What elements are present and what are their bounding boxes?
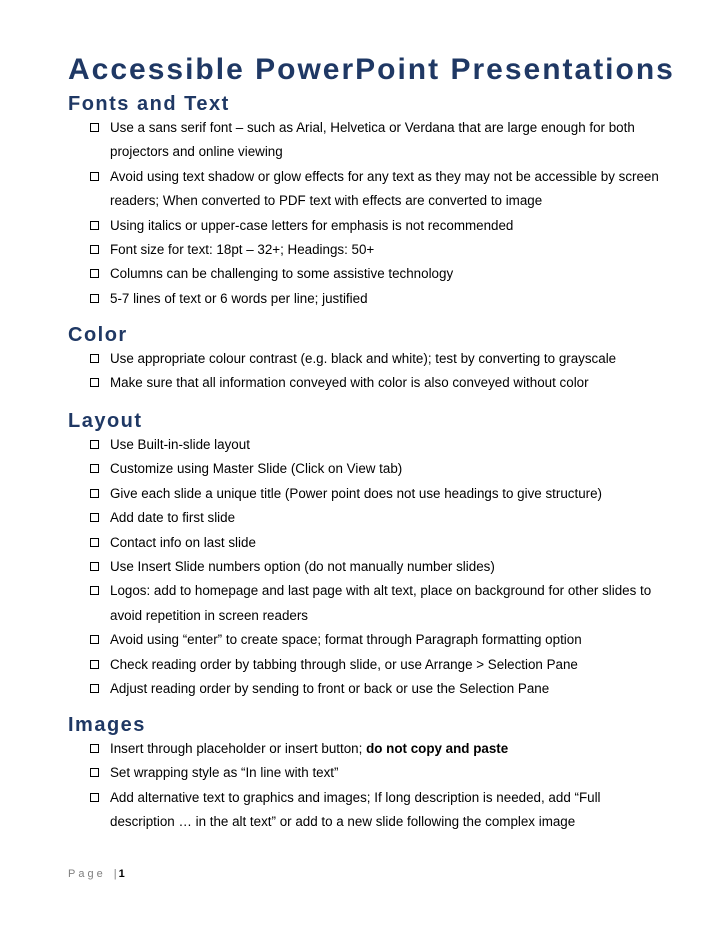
checklist-item-text: Using italics or upper-case letters for emphasis is not recommended [110,217,514,233]
checkbox-icon [90,538,99,547]
checklist-item-text: Contact info on last slide [110,534,256,550]
checkbox-icon [90,245,99,254]
checklist-item-text: Font size for text: 18pt – 32+; Headings: 50+ [110,242,375,258]
section-images [0,713,720,835]
page-number: 1 [118,868,125,880]
section-color [0,323,720,396]
section-layout [0,409,720,701]
checklist-item-text: Use a sans serif font – such as Arial, Helvetica or Verdana that are large enough for both projectors and online viewing [110,120,635,160]
checkbox-icon [90,684,99,693]
emphasis-text: do not copy and paste [366,741,509,756]
checklist-item-text: Logos: add to homepage and last page with alt text, place on background for other slides to avoid repetition in screen readers [110,583,652,623]
checklist-item [0,531,720,555]
checklist-item-text: Add alternative text to graphics and images; If long description is needed, add “Full description … in the alt text” or add to a new slide following the complex image [110,789,601,830]
checklist [0,737,720,835]
checklist-item-text: Columns can be challenging to some assistive technology [110,266,454,282]
checklist-item [0,482,720,506]
checklist-item-text: Give each slide a unique title (Power point does not use headings to give structure) [110,485,603,501]
checklist-item-text: Insert through placeholder or insert button; [110,741,367,756]
checklist-item [0,737,720,761]
checklist-item-text: Customize using Master Slide (Click on View tab) [110,461,403,477]
checkbox-icon [90,793,99,802]
section-heading: Color [68,324,128,346]
checklist-item-text: Use Insert Slide numbers option (do not manually number slides) [110,559,495,575]
checkbox-icon [90,378,99,387]
checkbox-icon [90,294,99,303]
checklist-item [0,347,720,371]
checklist-item [0,287,720,311]
page-footer [68,868,125,880]
checklist [0,433,720,701]
checklist [0,347,720,396]
checklist-item-text: Use appropriate colour contrast (e.g. black and white); test by converting to grayscale [110,351,617,366]
section-fonts-and-text [0,92,720,311]
checklist-item [0,165,720,214]
checklist-item-text: Use Built-in-slide layout [110,437,250,452]
checkbox-icon [90,123,99,132]
checklist-item [0,116,720,165]
checkbox-icon [90,172,99,181]
checkbox-icon [90,221,99,230]
checkbox-icon [90,562,99,571]
checklist-item [0,555,720,579]
checklist-item [0,579,720,628]
checkbox-icon [90,586,99,595]
checklist-item [0,677,720,701]
checklist-item-text: Make sure that all information conveyed with color is also conveyed without color [110,375,589,391]
checklist-item-text: 5-7 lines of text or 6 words per line; justified [110,290,368,306]
checkbox-icon [90,440,99,449]
checkbox-icon [90,489,99,498]
checklist-item-text: Check reading order by tabbing through slide, or use Arrange > Selection Pane [110,656,578,672]
checklist-item-text: Set wrapping style as “In line with text” [110,765,339,781]
document-title: Accessible PowerPoint Presentations [68,53,675,86]
checklist-item [0,371,720,395]
checkbox-icon [90,269,99,278]
checklist-item [0,506,720,530]
checkbox-icon [90,768,99,777]
checkbox-icon [90,635,99,644]
section-heading: Images [68,714,146,736]
checklist [0,116,720,311]
checkbox-icon [90,464,99,473]
checkbox-icon [90,660,99,669]
checkbox-icon [90,744,99,753]
checklist-item-text: Add date to first slide [110,510,236,526]
page-separator: | [113,868,117,880]
page-label: Page [68,868,106,880]
checklist-item [0,214,720,238]
section-heading: Fonts and Text [68,93,230,115]
checklist-item-text: Avoid using “enter” to create space; format through Paragraph formatting option [110,632,582,648]
checklist-item [0,653,720,677]
checkbox-icon [90,354,99,363]
checklist-item [0,761,720,785]
checklist-item-text: Avoid using text shadow or glow effects for any text as they may not be accessible by screen readers; When converted to PDF text with effects are converted to image [110,168,659,209]
checkbox-icon [90,513,99,522]
checklist-item [0,628,720,652]
checklist-item [0,457,720,481]
checklist-item [0,786,720,835]
checklist-item [0,238,720,262]
section-heading: Layout [68,410,143,432]
checklist-item-text: Adjust reading order by sending to front or back or use the Selection Pane [110,681,550,697]
checklist-item [0,262,720,286]
checklist-item [0,433,720,457]
